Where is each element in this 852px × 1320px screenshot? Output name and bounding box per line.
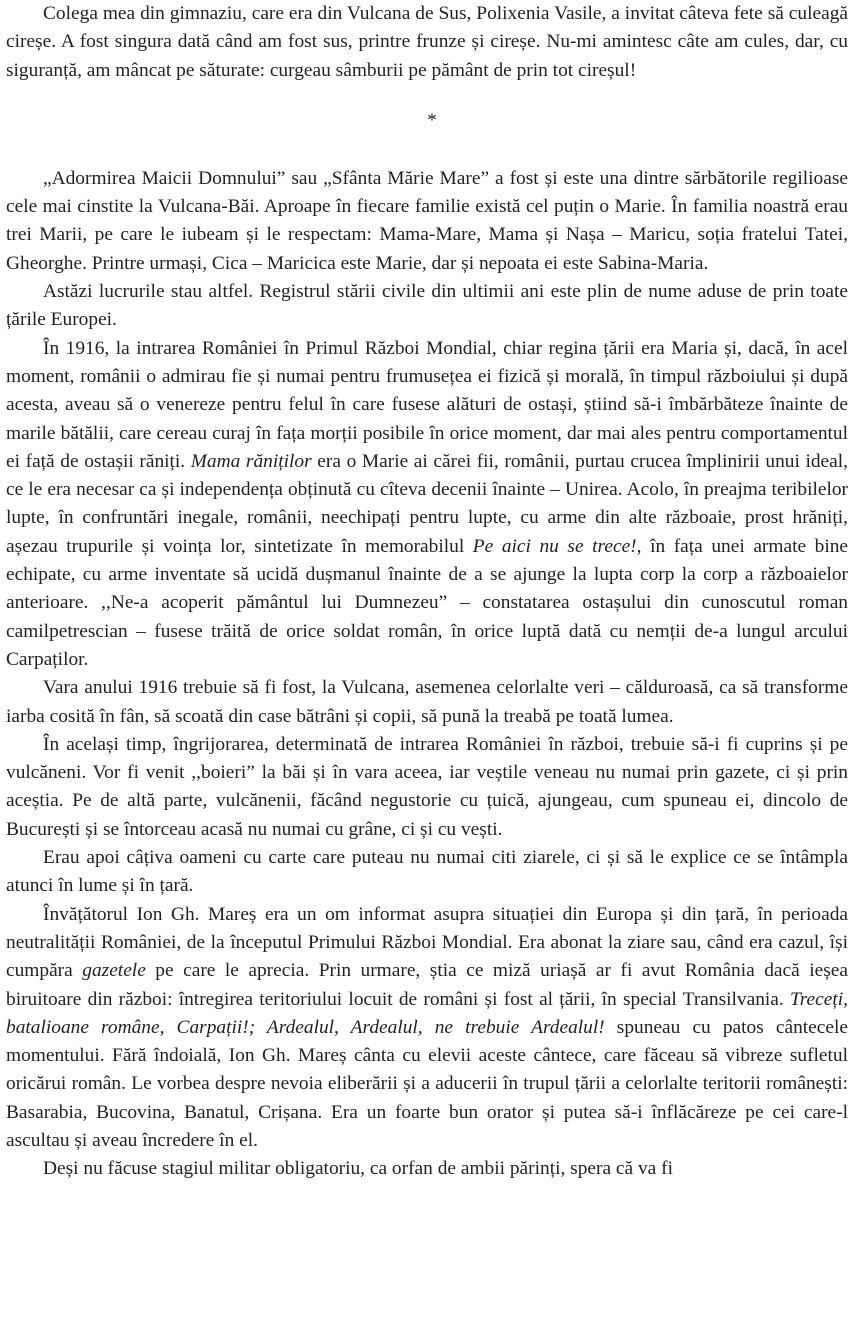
section-separator bbox=[6, 99, 848, 143]
paragraph-text: „Adormirea Maicii Domnului” sau „Sfânta Mărie Mare” a fost și este una dintre sărbătorile regilioase cele mai cinstite la Vulcana-Băi. Aproape în fiecare familie există cel puțin o Marie. În familia noastră erau trei Marii, pe care le iubeam și le respectam: Mama-Mare, Mama și Nașa – Maricu, soția fratelui Tatei, Gheorghe. Printre urmași, Cica – Maricica este Marie, dar și nepoata ei este Sabina-Maria. bbox=[6, 167, 848, 274]
paragraph-text: spuneau cu patos cântecele momentului. Fără îndoială, Ion Gh. Mareș cânta cu elevii aceste cântece, care făceau să vibreze sufletul oricărui român. Le vorbea despre nevoia eliberării și a aducerii în trupul țării a celorlalte teritorii românești: Basarabia, Bucovina, Banatul, Crișana. Era un foarte bun orator și putea să-i înflăcăreze pe cei care-l ascultau și aveau încredere în el. bbox=[6, 1016, 848, 1151]
paragraph-text: pe care le aprecia. Prin urmare, știa ce miză uriașă ar fi avut România dacă ieșea biruitoare din război: întregirea teritoriului locuit de români și fost al țării, în special Transilvania. bbox=[6, 960, 848, 1010]
paragraph bbox=[6, 0, 848, 85]
paragraph bbox=[6, 165, 848, 278]
italic-text: Pe aici nu se trece! bbox=[472, 535, 637, 557]
paragraph-text: Astăzi lucrurile stau altfel. Registrul stării civile din ultimii ani este plin de nume aduse de prin toate țările Europei. bbox=[6, 281, 848, 331]
text-block-top bbox=[6, 0, 848, 85]
paragraph bbox=[6, 844, 848, 901]
paragraph-text: Învățătorul Ion Gh. Mareș era un om informat asupra situației din Europa și din țară, în perioada neutralității României, de la începutul Primului Război Mondial. Era abonat la ziare sau, când era cazul, își cumpăra bbox=[6, 903, 848, 982]
paragraph-text: În 1916, la intrarea României în Primul Război Mondial, chiar regina țării era Maria și, dacă, în acel moment, românii o admirau fie și numai pentru frumusețea ei fizică și morală, în timpul războiului și după acesta, aveau să o venereze pentru felul în care fusese alături de ostași, știind să-i îmbărbăteze înainte de marile bătălii, care cereau curaj în fața morții posibile în orice moment, dar mai ales pentru comportamentul ei față de ostașii răniți. bbox=[6, 337, 848, 472]
paragraph-text: Vara anului 1916 trebuie să fi fost, la Vulcana, asemenea celorlalte veri – călduroasă, ca să transforme iarba cosită în fân, să scoată din case bătrâni și copii, să pună la treabă pe toată lumea. bbox=[6, 677, 848, 727]
paragraph bbox=[6, 278, 848, 335]
italic-text: gazetele bbox=[82, 960, 146, 982]
paragraph bbox=[6, 1155, 848, 1183]
paragraph bbox=[6, 731, 848, 844]
italic-text: Treceți, batalioane române, Carpații!; Ardealul, Ardealul, ne trebuie Ardealul! bbox=[6, 988, 848, 1038]
text-block-main bbox=[6, 165, 848, 1184]
paragraph-text: Deși nu făcuse stagiul militar obligatoriu, ca orfan de ambii părinți, spera că va fi bbox=[43, 1158, 673, 1180]
italic-text: Mama răniților bbox=[190, 450, 312, 472]
paragraph-text: era o Marie ai cărei fii, românii, purtau crucea împlinirii unui ideal, ce le era necesar ca și independența obținută cu cîteva decenii înainte – Unirea. Acolo, în preajma teribilelor lupte, în confruntări inegale, românii, neechipați pentru lupte, cu arme din alte războaie, prost hrăniți, așezau trupurile și voința lor, sintetizate în memorabilul bbox=[6, 450, 849, 557]
paragraph-text: Colega mea din gimnaziu, care era din Vulcana de Sus, Polixenia Vasile, a invitat câteva fete să culeagă cireșe. A fost singura dată când am fost sus, printre frunze și cireșe. Nu-mi amintesc câte am cules, dar, cu siguranță, am mâncat pe săturate: curgeau sâmburii pe pământ de prin tot cireșul! bbox=[6, 3, 848, 81]
paragraph bbox=[6, 674, 848, 731]
paragraph-text: În același timp, îngrijorarea, determinată de intrarea României în război, trebuie să-i fi cuprins și pe vulcăneni. Vor fi venit ,,boieri” la băi și în vara aceea, iar veștile veneau nu numai prin gazete, ci și prin aceștia. Pe de altă parte, vulcănenii, făcând negustorie cu țuică, ajungeau, cum spuneau ei, dincolo de București și se întorceau acasă nu numai cu grâne, ci și cu vești. bbox=[6, 733, 848, 840]
paragraph-text: Erau apoi câțiva oameni cu carte care puteau nu numai citi ziarele, ci și să le explice ce se întâmpla atunci în lume și în țară. bbox=[6, 847, 848, 897]
separator-asterisk: * bbox=[427, 109, 437, 131]
paragraph-text: , în fața unei armate bine echipate, cu arme inventate să ucidă dușmanul înainte de a se ajunge la lupta corp la corp a războaielor anterioare. ,,Ne-a acoperit pământul lui Dumnezeu” – constatarea ostașului din cunoscutul roman camilpetrescian – fusese trăită de orice soldat român, în orice luptă dată cu nemții de-a lungul arcului Carpaților. bbox=[6, 535, 849, 670]
document-page bbox=[6, 0, 848, 1184]
paragraph bbox=[6, 335, 848, 675]
paragraph bbox=[6, 901, 848, 1156]
